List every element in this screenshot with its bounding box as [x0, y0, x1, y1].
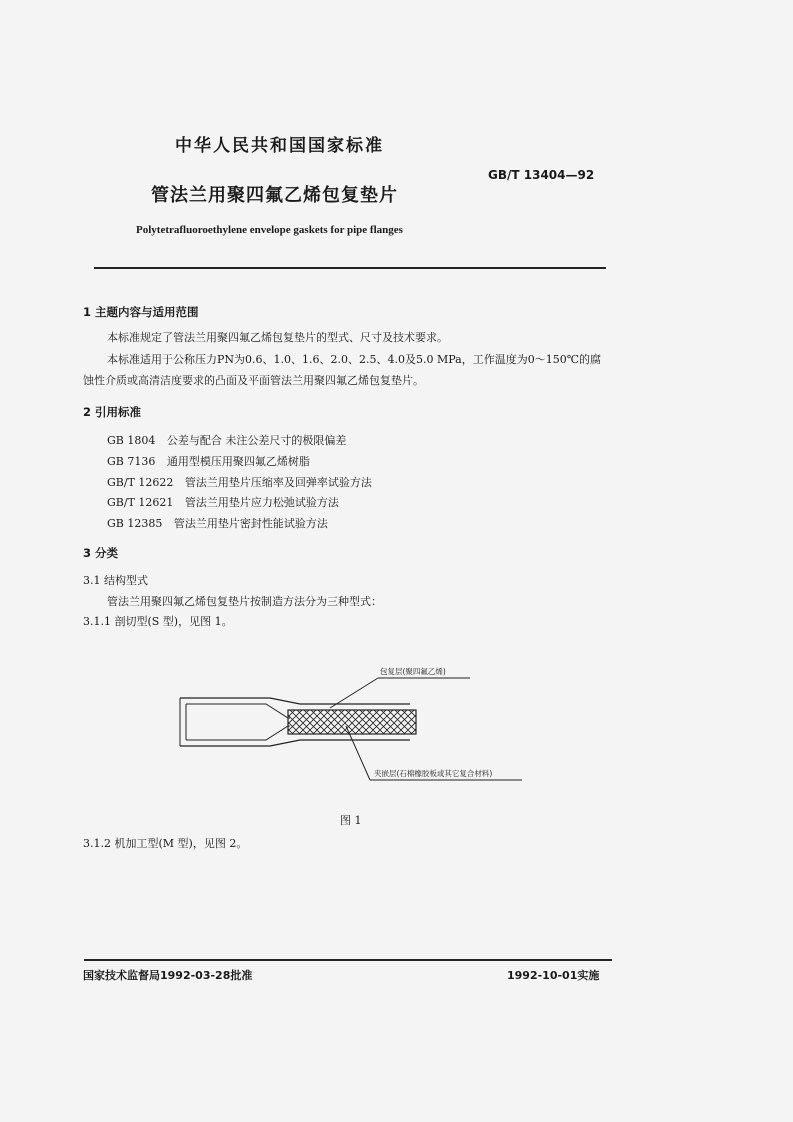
document-title-cn: 管法兰用聚四氟乙烯包复垫片 [151, 185, 398, 206]
reference-item [107, 432, 346, 448]
figure-1-caption: 图 1 [340, 814, 362, 827]
reference-item [107, 515, 328, 531]
reference-item [107, 453, 310, 469]
reference-title: 管法兰用垫片压缩率及回弹率试验方法 [184, 476, 372, 489]
reference-title: 管法兰用垫片密封性能试验方法 [173, 517, 328, 530]
section-1-paragraph-1: 本标准规定了管法兰用聚四氟乙烯包复垫片的型式、尺寸及技术要求。 [107, 331, 448, 344]
section-3-1-heading: 3.1 结构型式 [83, 574, 148, 587]
reference-title: 公差与配合 未注公差尺寸的极限偏差 [166, 434, 347, 447]
reference-code: GB/T 12621 [107, 496, 174, 509]
section-3-1-1-text: 3.1.1 剖切型(S 型)，见图 1。 [83, 615, 233, 628]
section-3-heading: 3 分类 [83, 546, 119, 560]
section-2-heading: 2 引用标准 [83, 405, 142, 419]
approval-date: 国家技术监督局1992-03-28批准 [83, 969, 253, 982]
reference-code: GB 1804 [107, 434, 156, 447]
reference-title: 通用型模压用聚四氟乙烯树脂 [166, 455, 310, 468]
national-standard-heading: 中华人民共和国国家标准 [175, 136, 384, 156]
document-title-en: Polytetrafluoroethylene envelope gaskets for pipe flanges [136, 224, 403, 236]
reference-code: GB 7136 [107, 455, 156, 468]
footer-divider [84, 959, 612, 961]
reference-item [107, 494, 339, 510]
section-3-1-2-text: 3.1.2 机加工型(M 型)，见图 2。 [83, 837, 248, 850]
figure-1-gasket-diagram [170, 660, 550, 795]
section-1-paragraph-2-line-1: 本标准适用于公称压力PN为0.6、1.0、1.6、2.0、2.5、4.0及5.0 MPa，工作温度为0～150℃的腐 [107, 353, 602, 366]
reference-title: 管法兰用垫片应力松弛试验方法 [184, 496, 339, 509]
standard-code: GB/T 13404—92 [488, 168, 595, 182]
header-divider [94, 267, 606, 269]
section-1-paragraph-2-line-2: 蚀性介质或高清洁度要求的凸面及平面管法兰用聚四氟乙烯包复垫片。 [83, 374, 424, 387]
reference-item [107, 474, 372, 490]
implementation-date: 1992-10-01实施 [507, 969, 600, 982]
section-3-1-text: 管法兰用聚四氟乙烯包复垫片按制造方法分为三种型式： [107, 595, 382, 608]
reference-code: GB/T 12622 [107, 476, 174, 489]
section-1-heading: 1 主题内容与适用范围 [83, 305, 199, 319]
figure-1-label-insert: 夹嵌层(石棉橡胶板或其它复合材料) [374, 769, 493, 778]
reference-code: GB 12385 [107, 517, 163, 530]
figure-1-label-envelope: 包复层(聚四氟乙烯) [380, 667, 446, 676]
